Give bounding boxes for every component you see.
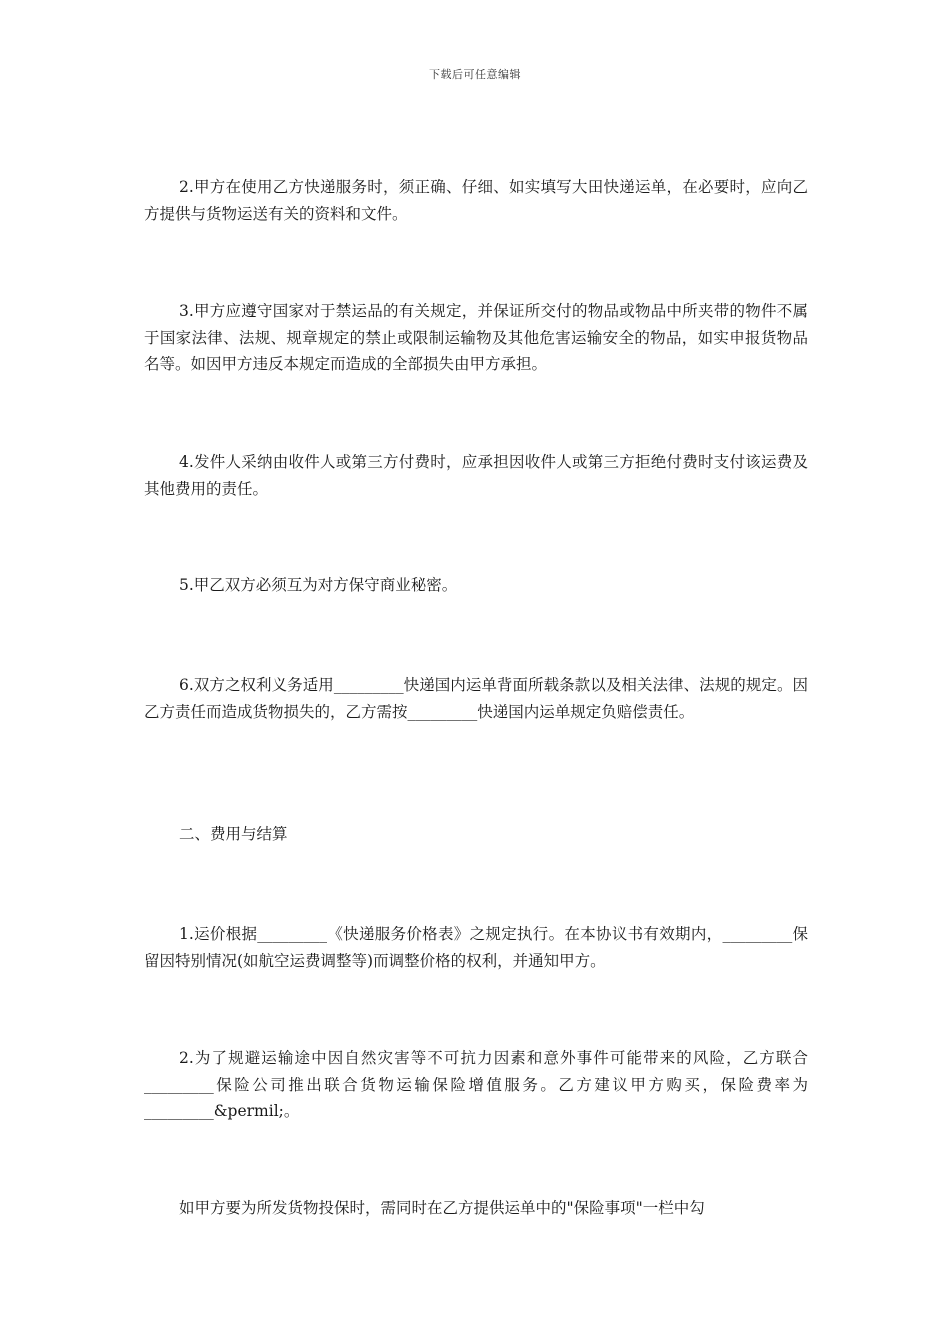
fee-clause-1-pricing: 1.运价根据_________《快递服务价格表》之规定执行。在本协议书有效期内，_________保留因特别情况(如航空运费调整等)而调整价格的权利，并通知甲方。 [144,925,808,970]
clause-6-rights-obligations: 6.双方之权利义务适用_________快递国内运单背面所载条款以及相关法律、法规的规定。因乙方责任而造成货物损失的，乙方需按_________快递国内运单规定负赔偿责任。 [144,676,808,721]
header-note: 下载后可任意编辑 [429,68,521,81]
clause-4-payment-responsibility: 4.发件人采纳由收件人或第三方付费时，应承担因收件人或第三方拒绝付费时支付该运费及其他费用的责任。 [144,453,808,498]
insurance-instruction: 如甲方要为所发货物投保时，需同时在乙方提供运单中的"保险事项"一栏中勾 [179,1199,705,1217]
section-heading-fees: 二、费用与结算 [179,825,288,843]
clause-5-confidentiality: 5.甲乙双方必须互为对方保守商业秘密。 [179,576,458,594]
clause-2-waybill: 2.甲方在使用乙方快递服务时，须正确、仔细、如实填写大田快递运单，在必要时，应向乙方提供与货物运送有关的资料和文件。 [144,178,808,223]
fee-clause-2-insurance: 2.为了规避运输途中因自然灾害等不可抗力因素和意外事件可能带来的风险，乙方联合_________保险公司推出联合货物运输保险增值服务。乙方建议甲方购买，保险费率为_________&permil;。 [144,1049,808,1120]
clause-3-prohibited-items: 3.甲方应遵守国家对于禁运品的有关规定，并保证所交付的物品或物品中所夹带的物件不属于国家法律、法规、规章规定的禁止或限制运输物及其他危害运输安全的物品，如实申报货物品名等。如因甲方违反本规定而造成的全部损失由甲方承担。 [144,302,808,373]
